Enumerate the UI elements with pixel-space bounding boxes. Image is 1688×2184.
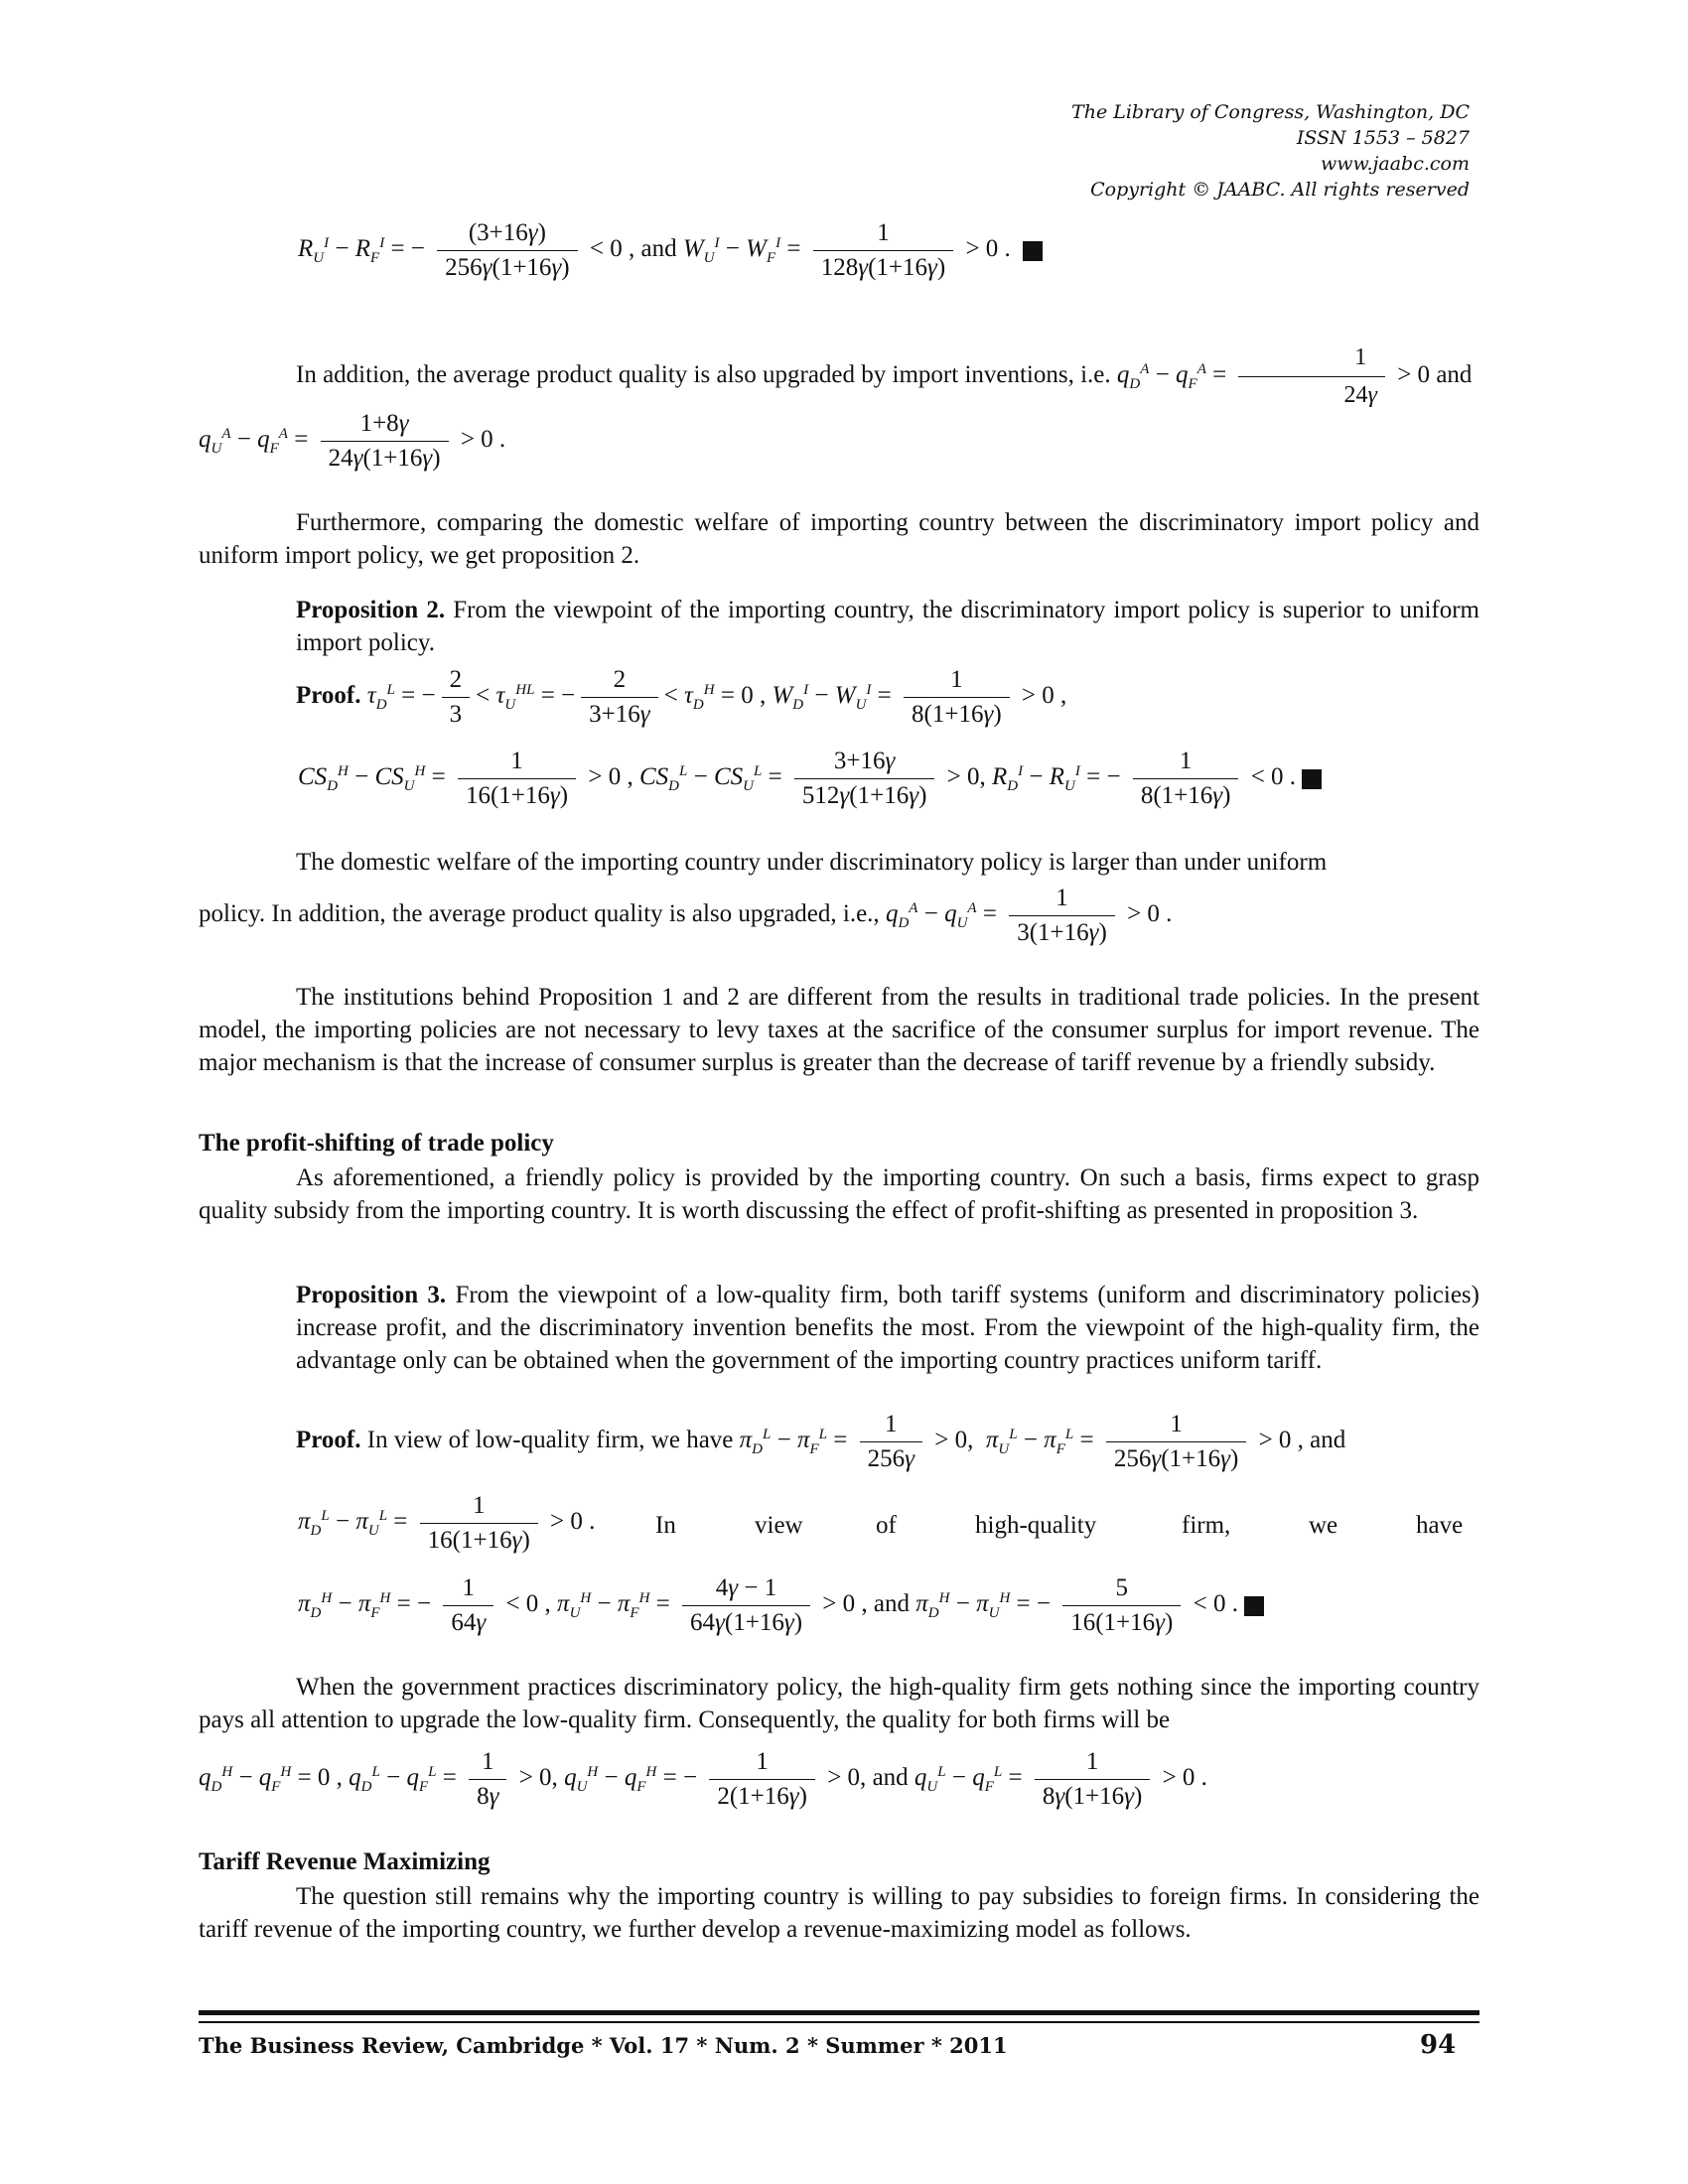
proof-label: Proof. [296, 1427, 361, 1454]
proof-label: Proof. [296, 682, 361, 710]
paragraph-welfare-line1: The domestic welfare of the importing country under discriminatory policy is larger than under uniform [296, 849, 1328, 876]
header-copyright: Copyright © JAABC. All rights reserved [1090, 179, 1470, 201]
paragraph-institutions: The institutions behind Proposition 1 and 2 are different from the results in traditional trade policies. In the present model, the importing policies are not necessary to levy taxes at the sacrifice of the consumer surplus for import revenue. The major mechanism is that the increase of consumer surplus is greater than the decrease of tariff revenue by a friendly subsidy. [199, 984, 1479, 1076]
and-word: and [1310, 1427, 1346, 1454]
paragraph-quality-upgrade: In addition, the average product quality is also upgraded by import inventions, i.e. $q_D^A - q_F^A$ = $\frac{1}{24\gamma}$ > 0 and [199, 341, 1479, 412]
proposition-2 [296, 594, 1479, 659]
word-view: view [755, 1512, 803, 1539]
equation-qu-qf: $q_U^A - q_F^A$ = $\frac{1+8\gamma}{24\gamma(1+16\gamma)}$ > 0 . [199, 410, 506, 472]
qed-mark [1302, 769, 1322, 789]
paragraph-welfare-line2: policy. In addition, the average product quality is also upgraded, i.e., $q_D^A - q_U^A$ = $\frac{1}{3(1+16\gamma)}$ > 0 . [199, 885, 1173, 946]
header-library: The Library of Congress, Washington, DC [1071, 101, 1470, 123]
equation-proof-2-line1: Proof. $\tau_D^L$ = − $\frac{2}{3}$ < $\tau_U^{HL}$ = − $\frac{2}{3+16\gamma}$ < $\tau_D^H = 0$ , $W_D^I - W_U^I$ = $\frac{1}{8(1+16\gamma)}$ > 0 , [296, 666, 1067, 728]
header-url: www.jaabc.com [1320, 153, 1470, 175]
footer-journal: The Business Review, Cambridge * Vol. 17 * Num. 2 * Summer * 2011 [199, 2033, 1008, 2058]
proposition-3-title: Proposition 3. [296, 1282, 447, 1308]
proposition-3 [296, 1279, 1479, 1377]
proposition-2-body: From the viewpoint of the importing country, the discriminatory import policy is superior to uniform import policy. [296, 597, 1479, 656]
and-word: and [1436, 361, 1473, 389]
paragraph-tariff-revenue: The question still remains why the importing country is willing to pay subsidies to foreign firms. In considering the tariff revenue of the importing country, we further develop a revenue-maximizing model as follows. [199, 1883, 1479, 1943]
section-heading-profit-shifting: The profit-shifting of trade policy [199, 1130, 554, 1157]
header-issn: ISSN 1553 – 5827 [1296, 127, 1470, 149]
and-word: and [872, 1764, 909, 1792]
paragraph-profit-shifting: As aforementioned, a friendly policy is provided by the importing country. On such a basis, firms expect to grasp quality subsidy from the importing country. It is worth discussing the effect of profit-shifting as presented in proposition 3. [199, 1164, 1479, 1224]
footer-rule-thick [199, 2010, 1479, 2015]
and-word: and [873, 1590, 910, 1618]
paragraph-government: When the government practices discriminatory policy, the high-quality firm gets nothing since the importing country pays all attention to upgrade the low-quality firm. Consequently, the quality for both firms will be [199, 1674, 1479, 1733]
paragraph-text: policy. In addition, the average product quality is also upgraded, i.e., [199, 900, 880, 928]
proposition-2-title: Proposition 2. [296, 597, 446, 623]
word-of: of [876, 1512, 897, 1539]
section-heading-tariff-revenue: Tariff Revenue Maximizing [199, 1848, 491, 1875]
equation-proof-3-line1: Proof. In view of low-quality firm, we have $\pi_D^L - \pi_F^L$ = $\frac{1}{256\gamma}$ > 0, $\pi_U^L - \pi_F^L$ = $\frac{1}{256\gamma(1+16\gamma)}$ > 0 , and [296, 1411, 1346, 1472]
equation-proof-3-line2: $\pi_D^L - \pi_U^L$ = $\frac{1}{16(1+16\gamma)}$ > 0 . [298, 1492, 596, 1554]
footer-rule-thin [199, 2021, 1479, 2023]
word-high-quality: high-quality [975, 1512, 1097, 1539]
equation-quality-differences: $q_D^H - q_F^H = 0$ , $q_D^L - q_F^L$ = $\frac{1}{8\gamma}$ > 0, $q_U^H - q_F^H$ = − $\frac{1}{2(1+16\gamma)}$ > 0, and $q_U^L - q_F^L$ = $\frac{1}{8\gamma(1+16\gamma)}$ > 0 . [199, 1748, 1207, 1810]
paragraph-text: In view of low-quality firm, we have [366, 1427, 734, 1454]
equation-proof-2-line2: $CS_D^H - CS_U^H$ = $\frac{1}{16(1+16\gamma)}$ > 0 , $CS_D^L - CS_U^L$ = $\frac{3+16\gamma}{512\gamma(1+16\gamma)}$ > 0, $R_D^I - R_U^I$ = − $\frac{1}{8(1+16\gamma)}$ < 0 . [298, 747, 1322, 811]
qed-mark [1244, 1596, 1264, 1616]
page-number: 94 [1420, 2030, 1457, 2060]
word-have: have [1416, 1512, 1464, 1539]
equation-r-w-difference: $R_U^I - R_F^I$ = − $\frac{(3+16\gamma)}{256\gamma(1+16\gamma)}$ < 0 , and $W_U^I - W_F^I$ = $\frac{1}{128\gamma(1+16\gamma)}$ > 0 . [298, 218, 1043, 283]
qed-mark [1023, 241, 1043, 261]
running-header [1071, 99, 1470, 203]
proposition-3-body: From the viewpoint of a low-quality firm, both tariff systems (uniform and discriminatory policies) increase profit, and the discriminatory invention benefits the most. From the viewpoint of the high-quality firm, the advantage only can be obtained when the government of the importing country practices uniform tariff. [296, 1282, 1479, 1374]
paragraph-text: In addition, the average product quality is also upgraded by import inventions, i.e. [296, 361, 1111, 389]
paragraph-furthermore: Furthermore, comparing the domestic welfare of importing country between the discriminatory import policy and uniform import policy, we get proposition 2. [199, 509, 1479, 569]
word-we: we [1309, 1512, 1338, 1539]
word-in: In [655, 1512, 676, 1539]
word-firm: firm, [1182, 1512, 1231, 1539]
equation-proof-3-line3: $\pi_D^H - \pi_F^H$ = − $\frac{1}{64\gamma}$ < 0 , $\pi_U^H - \pi_F^H$ = $\frac{4\gamma - 1}{64\gamma(1+16\gamma)}$ > 0 , and $\pi_D^H - \pi_U^H$ = − $\frac{5}{16(1+16\gamma)}$ < 0 . [298, 1573, 1264, 1638]
